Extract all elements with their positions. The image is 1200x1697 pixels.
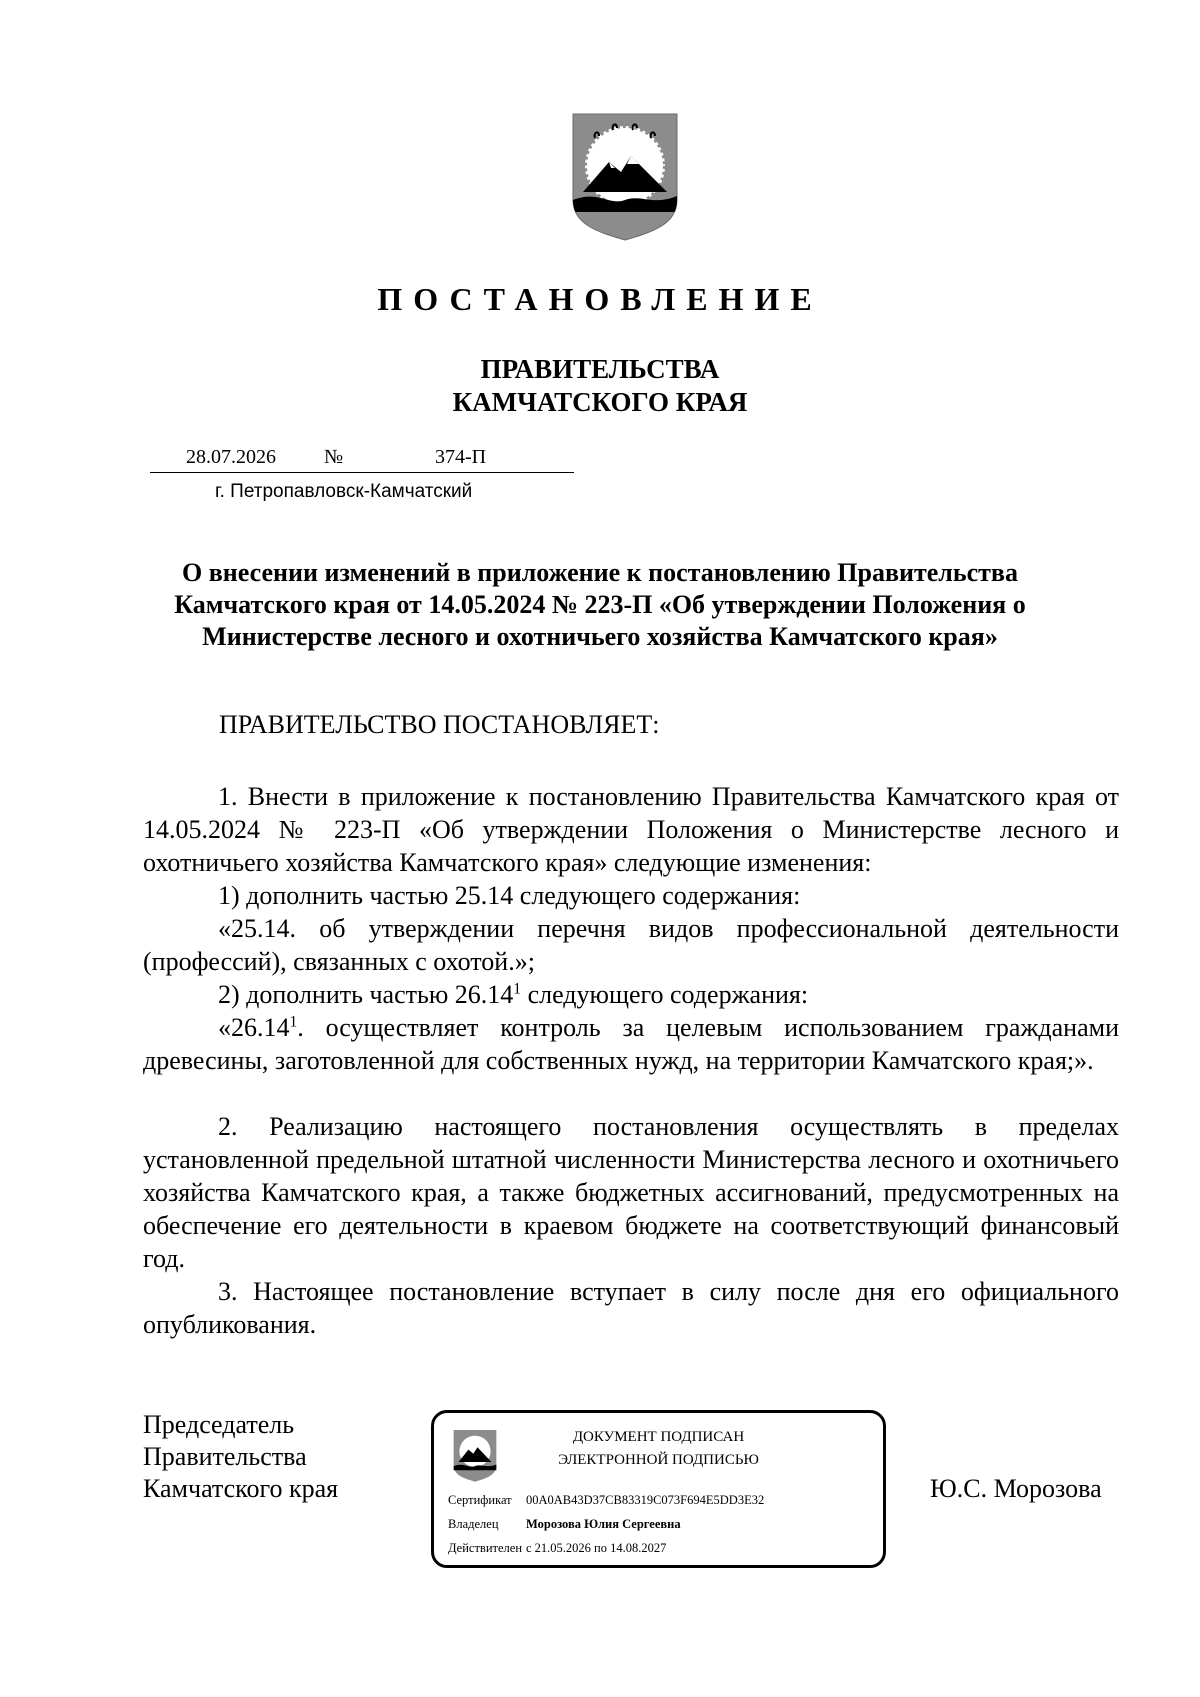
paragraph-1: 1. Внести в приложение к постановлению Правительства Камчатского края от 14.05.2024 № 223-П «Об утверждении Положения о Министерстве лесного и охотничьего хозяйства Камчатского края» следующие изменения: xyxy=(143,782,1119,877)
position-line: Правительства xyxy=(143,1442,307,1471)
coat-of-arms-icon xyxy=(569,108,681,242)
paragraph-1-item-2 xyxy=(143,978,1119,1011)
signer-name: Ю.С. Морозова xyxy=(930,1474,1102,1503)
validity-label: Действителен xyxy=(448,1541,523,1555)
stamp-validity-row xyxy=(448,1541,666,1556)
document-date: 28.07.2026 xyxy=(186,446,276,468)
title-line: Министерстве лесного и охотничьего хозяйства Камчатского края» xyxy=(202,622,998,651)
item-2-quote-start: «26.14 xyxy=(218,1013,290,1042)
stamp-heading-2: ЭЛЕКТРОННОЙ ПОДПИСЬЮ xyxy=(558,1452,759,1468)
authority-line-1: ПРАВИТЕЛЬСТВА xyxy=(480,354,720,384)
document-type-heading: ПОСТАНОВЛЕНИЕ xyxy=(377,281,823,317)
electronic-signature-stamp xyxy=(431,1410,886,1568)
item-2-text-start: 2) дополнить частью 26.14 xyxy=(218,980,514,1009)
paragraph-2: 2. Реализацию настоящего постановления осуществлять в пределах установленной предельной штатной численности Министерства лесного и охотничьего хозяйства Камчатского края, а также бюджетных ассигнований, предусмотренных на обеспечение его деятельности в краевом бюджете на соответствующий финансовый год. xyxy=(143,1112,1119,1273)
paragraph-3: 3. Настоящее постановление вступает в силу после дня его официального опубликования. xyxy=(143,1277,1119,1339)
paragraph-1-item-2-text xyxy=(143,1011,1119,1077)
item-2-quote-end: . осуществляет контроль за целевым использованием гражданами древесины, заготовленной для собственных нужд, на территории Камчатского края;». xyxy=(143,1013,1119,1075)
item-2-text-end: следующего содержания: xyxy=(521,980,809,1009)
owner-value: Морозова Юлия Сергеевна xyxy=(526,1517,681,1531)
authority-line-2: КАМЧАТСКОГО КРАЯ xyxy=(452,387,748,417)
document-number: 374-П xyxy=(435,446,487,468)
title-line: Камчатского края от 14.05.2024 № 223-П «Об утверждении Положения о xyxy=(174,590,1026,619)
certificate-value: 00A0AB43D37CB83319C073F694E5DD3E32 xyxy=(526,1493,765,1507)
stamp-certificate-row xyxy=(448,1493,764,1508)
stamp-owner-row xyxy=(448,1517,681,1532)
paragraph-1-item-1: 1) дополнить частью 25.14 следующего содержания: xyxy=(218,881,801,910)
paragraph-1-item-1-text: «25.14. об утверждении перечня видов профессиональной деятельности (профессий), связанных с охотой.»; xyxy=(143,914,1119,976)
owner-label: Владелец xyxy=(448,1517,499,1531)
title-line: О внесении изменений в приложение к постановлению Правительства xyxy=(182,558,1018,587)
number-sign: № xyxy=(324,446,344,468)
date-number-line xyxy=(150,446,574,473)
document-title xyxy=(150,557,1050,653)
validity-value: с 21.05.2026 по 14.08.2027 xyxy=(526,1541,667,1555)
position-line: Камчатского края xyxy=(143,1474,339,1503)
city: г. Петропавловск-Камчатский xyxy=(215,481,473,502)
stamp-heading-1: ДОКУМЕНТ ПОДПИСАН xyxy=(572,1429,745,1445)
decree-phrase: ПРАВИТЕЛЬСТВО ПОСТАНОВЛЯЕТ: xyxy=(219,710,660,739)
item-2-quote-superscript: 1 xyxy=(289,1013,298,1031)
position-line: Председатель xyxy=(143,1410,295,1439)
signatory-position xyxy=(143,1409,338,1505)
item-2-superscript: 1 xyxy=(513,980,522,998)
certificate-label: Сертификат xyxy=(448,1493,512,1507)
